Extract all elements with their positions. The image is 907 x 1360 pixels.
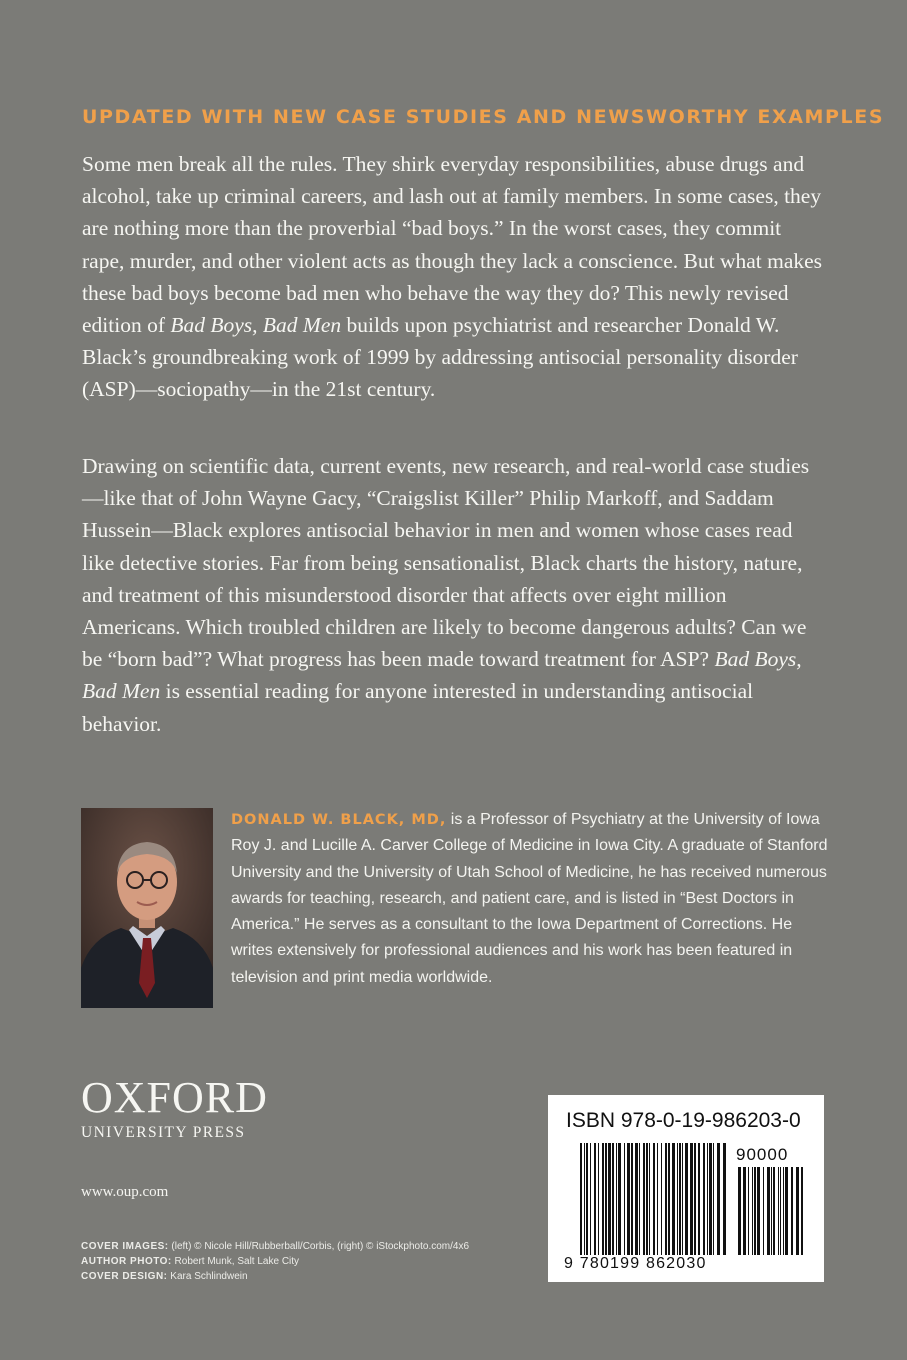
barcode-bars-addon — [738, 1167, 804, 1255]
barcode-bar — [743, 1167, 746, 1255]
barcode-bar — [668, 1143, 670, 1255]
barcode-bar — [801, 1167, 803, 1255]
barcode-bar — [778, 1167, 779, 1255]
barcode-bar — [590, 1143, 591, 1255]
barcode-bar — [752, 1167, 753, 1255]
isbn-barcode — [548, 1095, 824, 1282]
barcode-bar — [738, 1167, 741, 1255]
barcode-bar — [602, 1143, 604, 1255]
price-code: 90000 — [736, 1145, 789, 1164]
barcode-bar — [631, 1143, 633, 1255]
barcode-bar — [653, 1143, 655, 1255]
barcode-bar — [649, 1143, 650, 1255]
credit-value: Robert Munk, Salt Lake City — [174, 1255, 300, 1267]
barcode-bar — [580, 1143, 582, 1255]
barcode-bar — [624, 1143, 625, 1255]
barcode-bar — [796, 1167, 799, 1255]
barcode-bar — [682, 1143, 683, 1255]
credit-label: AUTHOR PHOTO: — [81, 1255, 172, 1267]
barcode-bar — [665, 1143, 667, 1255]
publisher-logo — [81, 1073, 281, 1142]
description-paragraph-1 — [82, 148, 827, 406]
barcode-bar — [723, 1143, 726, 1255]
barcode-bar — [584, 1143, 585, 1255]
barcode-bar — [717, 1143, 720, 1255]
publisher-name: OXFORD — [81, 1073, 268, 1122]
barcode-bar — [677, 1143, 678, 1255]
barcode-bar — [657, 1143, 658, 1255]
barcode-bar — [672, 1143, 675, 1255]
barcode-bar — [791, 1167, 793, 1255]
barcode-bar — [635, 1143, 638, 1255]
barcode-digits: 9 780199 862030 — [564, 1255, 707, 1272]
barcode-bar — [785, 1167, 788, 1255]
barcode-bar — [698, 1143, 700, 1255]
barcode-bar — [598, 1143, 599, 1255]
description-paragraph-2 — [82, 450, 827, 740]
credit-line — [81, 1270, 521, 1285]
barcode-bar — [618, 1143, 621, 1255]
paragraph-2-text-a: Drawing on scientific data, current events, new research, and real-world case studies—like that of John Wayne Gacy, “Craigslist Killer” Philip Markoff, and Saddam Hussein—Black explores antisocial behavior in men and women whose cases read like detective stories. Far from being sensationalist, Black charts the history, nature, and treatment of this misunderstood disorder that affects over eight million Americans. Which troubled children are likely to become dangerous adults? Can we be “born bad”? What progress has been made toward treatment for ASP? — [82, 454, 810, 672]
barcode-bar — [605, 1143, 607, 1255]
barcode-bar — [707, 1143, 708, 1255]
barcode-bar — [754, 1167, 756, 1255]
author-bio — [231, 807, 831, 991]
barcode-bar — [748, 1167, 749, 1255]
author-name: DONALD W. BLACK, MD, — [231, 812, 447, 828]
barcode-bar — [780, 1167, 781, 1255]
barcode-bar — [783, 1167, 784, 1255]
credit-label: COVER IMAGES: — [81, 1241, 169, 1252]
barcode-bar — [771, 1167, 772, 1255]
credit-line — [81, 1240, 521, 1255]
barcode-bar — [703, 1143, 705, 1255]
barcode-bar — [767, 1167, 770, 1255]
author-photo — [81, 808, 213, 1008]
isbn-number: ISBN 978-0-19-986203-0 — [566, 1109, 801, 1132]
publisher-website: www.oup.com — [81, 1184, 169, 1200]
credit-label: COVER DESIGN: — [81, 1270, 168, 1282]
headline: UPDATED WITH NEW CASE STUDIES AND NEWSWORTHY EXAMPLES — [82, 106, 885, 128]
barcode-bar — [627, 1143, 630, 1255]
barcode-bar — [709, 1143, 712, 1255]
barcode-bar — [685, 1143, 688, 1255]
barcode-bar — [757, 1167, 760, 1255]
barcode-bar — [763, 1167, 764, 1255]
paragraph-1-text-a: Some men break all the rules. They shirk everyday responsibilities, abuse drugs and alcohol, take up criminal careers, and lash out at family members. In some cases, they are nothing more than the proverbial “bad boys.” In the worst cases, they commit rape, murder, and other violent acts as though they lack a conscience. But what makes these bad boys become bad men who behave the way they do? This newly revised edition of — [82, 152, 823, 338]
barcode-bar — [616, 1143, 617, 1255]
author-bio-text: is a Professor of Psychiatry at the University of Iowa Roy J. and Lucille A. Carver College of Medicine in Iowa City. A graduate of Stanford University and the University of Utah School of Medicine, he has received numerous awards for teaching, research, and patient care, and is listed in “Best Doctors in America.” He serves as a consultant to the Iowa Department of Corrections. He writes extensively for professional audiences and his work has been featured in television and print media worldwide. — [231, 811, 828, 986]
barcode-bar — [612, 1143, 614, 1255]
credit-value: (left) © Nicole Hill/Rubberball/Corbis, (right) © iStockphoto.com/4x6 — [171, 1241, 470, 1252]
barcode-bar — [661, 1143, 662, 1255]
barcode-bar — [586, 1143, 588, 1255]
barcode-bar — [690, 1143, 693, 1255]
credit-value: Kara Schlindwein — [170, 1270, 248, 1282]
barcode-bar — [643, 1143, 645, 1255]
paragraph-1-text-b: builds upon psychiatrist and researcher Donald W. Black’s groundbreaking work of 1999 by addressing antisocial personality disorder (ASP)—sociopathy—in the 21st century. — [82, 313, 798, 402]
barcode-bar — [608, 1143, 611, 1255]
cover-credits — [81, 1240, 521, 1284]
publisher-subtitle: UNIVERSITY PRESS — [81, 1124, 246, 1141]
barcode-bar — [773, 1167, 775, 1255]
barcode-bar — [594, 1143, 596, 1255]
book-title-italic: Bad Boys, Bad Men — [82, 647, 802, 704]
barcode-bar — [679, 1143, 681, 1255]
barcode-bar — [639, 1143, 640, 1255]
credit-line — [81, 1255, 521, 1270]
book-title-italic: Bad Boys, Bad Men — [170, 313, 342, 338]
barcode-bar — [713, 1143, 714, 1255]
barcode-bars-main — [580, 1143, 730, 1255]
paragraph-2-text-b: is essential reading for anyone interested in understanding antisocial behavior. — [82, 679, 754, 736]
barcode-bar — [694, 1143, 696, 1255]
barcode-bar — [646, 1143, 648, 1255]
